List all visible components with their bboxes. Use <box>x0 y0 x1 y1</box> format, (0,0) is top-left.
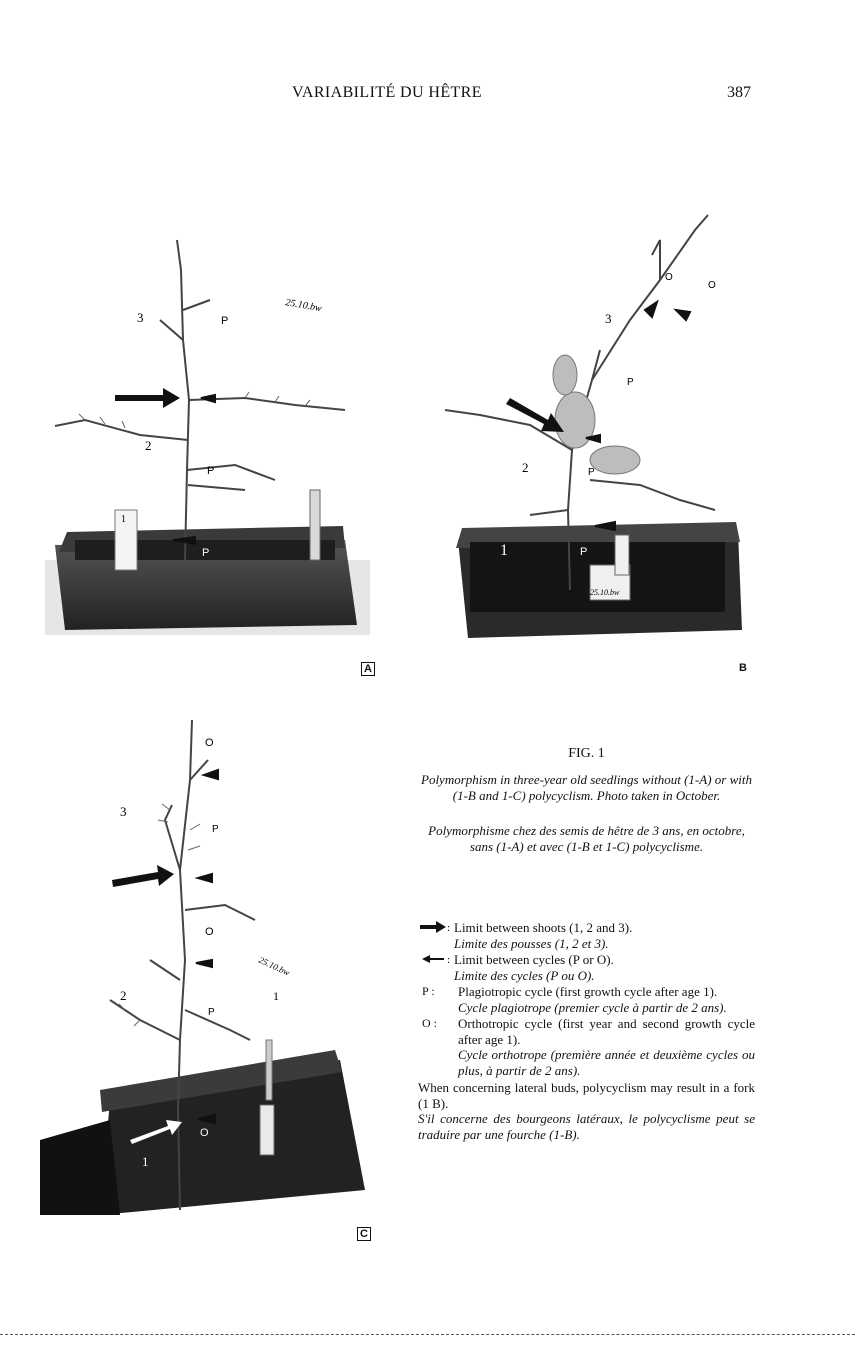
plate-label-b: B <box>739 662 747 674</box>
legend-en: Plagiotropic cycle (first growth cycle after age 1). <box>458 984 718 999</box>
shoot-label: 2 <box>120 988 127 1003</box>
page-number: 387 <box>727 84 751 101</box>
page-bottom-rule <box>0 1334 855 1335</box>
plate-photo-a <box>45 230 370 635</box>
handwritten-note: 25.10.bw <box>284 297 323 315</box>
caption-french: Polymorphisme chez des semis de hêtre de 3 ans, en octobre, sans (1-A) et avec (1-B et 1-C) polycyclisme. <box>428 823 745 854</box>
note-en: When concerning lateral buds, polycyclism may result in a fork (1 B). <box>418 1080 755 1111</box>
legend <box>418 920 755 1142</box>
svg-text::: : <box>447 922 451 934</box>
plate-label-c: C <box>357 1227 371 1241</box>
small-arrow-icon <box>418 952 454 967</box>
running-title: VARIABILITÉ DU HÊTRE <box>292 84 482 101</box>
legend-row <box>418 920 755 951</box>
shoot-label: 3 <box>137 310 144 325</box>
cycle-label: P <box>627 377 634 388</box>
legend-symbol: O : <box>422 1016 437 1030</box>
cycle-label: O <box>708 280 716 291</box>
legend-fr: Limite des cycles (P ou O). <box>454 967 595 983</box>
handwritten-note: 25.10.bw <box>590 588 620 597</box>
cycle-label: O <box>200 1127 209 1139</box>
shoot-label: 3 <box>605 311 612 326</box>
caption-english: Polymorphism in three-year old seedlings without (1-A) or with (1-B and 1-C) polycyclism. Photo taken in October. <box>421 772 752 803</box>
plate-label-a: A <box>361 662 375 676</box>
handwritten-note: 25.10.bw <box>257 954 292 978</box>
cycle-label: O <box>205 737 214 749</box>
legend-row <box>418 1016 755 1078</box>
cycle-label: P <box>580 546 588 558</box>
cycle-label: P <box>207 465 215 477</box>
legend-fr: Limite des pousses (1, 2 et 3). <box>454 935 609 951</box>
tag-label: 1 <box>273 989 279 1003</box>
legend-fr: Cycle plagiotrope (premier cycle à partir de 2 ans). <box>458 999 727 1015</box>
tag-label: 1 <box>500 542 508 559</box>
shoot-label: 1 <box>142 1154 149 1169</box>
footnote <box>418 1080 755 1142</box>
legend-row <box>418 984 755 1015</box>
legend-en: Limit between cycles (P or O). <box>454 952 614 967</box>
legend-row <box>418 952 755 983</box>
figure-title: FIG. 1 <box>568 746 605 761</box>
big-arrow-icon <box>418 920 454 935</box>
legend-fr: Cycle orthotrope (première année et deuxième cycles ou plus, à partir de 2 ans). <box>458 1047 755 1078</box>
plate-photo-b <box>440 210 755 640</box>
plate-photo-c <box>40 710 365 1215</box>
cycle-label: P <box>208 1007 215 1018</box>
legend-en: Orthotropic cycle (first year and second growth cycle after age 1). <box>458 1016 755 1047</box>
shoot-label: 3 <box>120 804 127 819</box>
cycle-label: P <box>212 824 219 835</box>
tag-label: 1 <box>121 514 126 525</box>
svg-text::: : <box>447 954 451 966</box>
legend-en: Limit between shoots (1, 2 and 3). <box>454 920 633 935</box>
shoot-label: 2 <box>522 460 529 475</box>
shoot-label: 2 <box>145 438 152 453</box>
cycle-label: P <box>588 467 595 478</box>
legend-symbol: P : <box>422 984 435 998</box>
cycle-label: O <box>205 926 214 938</box>
cycle-label: P <box>221 315 229 327</box>
note-fr: S'il concerne des bourgeons latéraux, le polycyclisme peut se traduire par une fourche (1-B). <box>418 1111 755 1142</box>
cycle-label: O <box>665 272 673 283</box>
cycle-label: P <box>202 547 210 559</box>
